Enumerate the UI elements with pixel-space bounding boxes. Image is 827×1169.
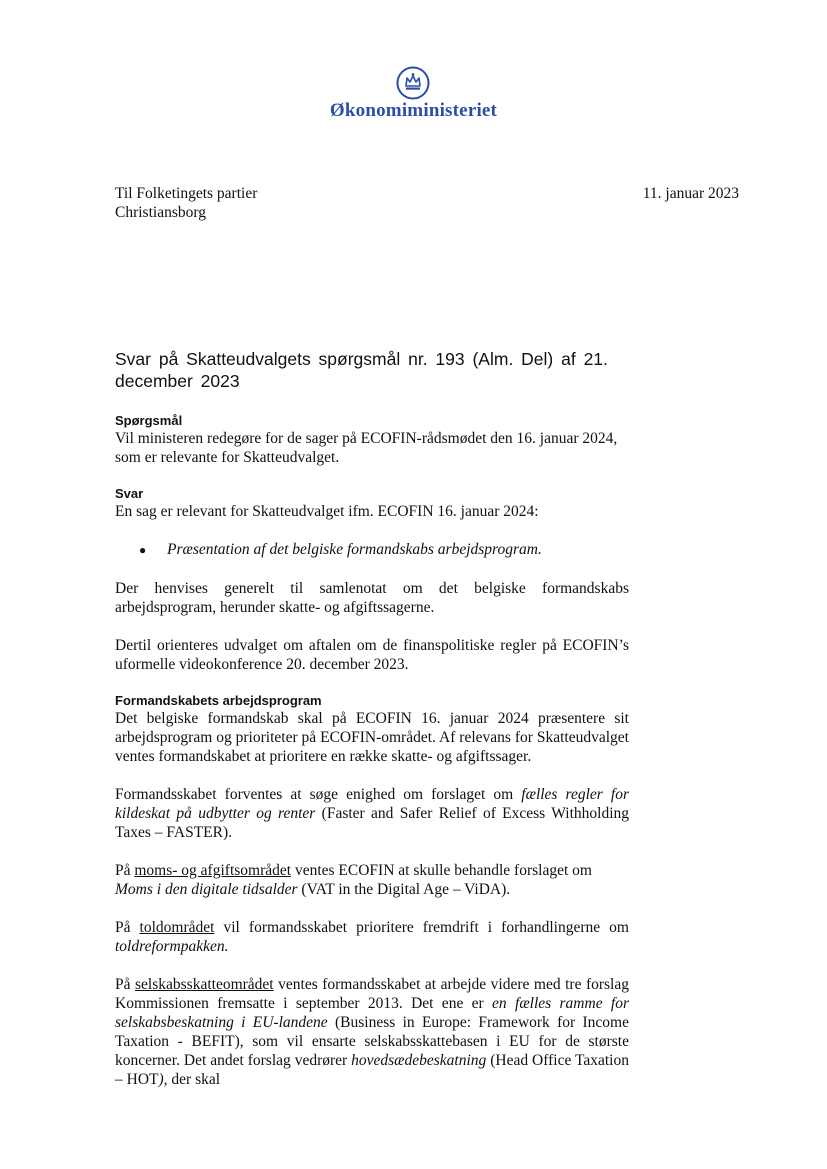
answer-paragraph-2: Dertil orienteres udvalget om aftalen om de finanspolitiske regler på ECOFIN’s uformelle videokonference 20. december 2023.: [115, 637, 629, 673]
bullet-icon: ●: [139, 543, 147, 557]
ministry-logo-text: Økonomiministeriet: [329, 100, 498, 121]
question-text: Vil ministeren redegøre for de sager på ECOFIN-rådsmødet den 16. januar 2024, som er relevante for Skatteudvalget.: [115, 430, 618, 466]
program-paragraph-1: Det belgiske formandskab skal på ECOFIN 16. januar 2024 præsentere sit arbejdsprogram og prioriteter på ECOFIN-området. Af relevans for Skatteudvalget ventes formandskabet at prioritere en række skatte- og afgiftssager.: [115, 710, 629, 765]
recipient-address: [115, 184, 257, 222]
bullet-text: Præsentation af det belgiske formandskabs arbejdsprogram.: [167, 541, 542, 558]
recipient-line-1: Til Folketingets partier: [115, 185, 258, 202]
answer-intro: En sag er relevant for Skatteudvalget ifm. ECOFIN 16. januar 2024:: [115, 503, 539, 520]
program-paragraph-2: Formandsskabet forventes at søge enighed om forslaget om fælles regler for kildeskat på udbytter og renter (Faster and Safer Relief of Excess Withholding Taxes – FASTER).: [115, 786, 629, 841]
program-paragraph-5: På selskabsskatteområdet ventes formandsskabet at arbejde videre med tre forslag Kommissionen fremsatte i september 2013. Det ene er en fælles ramme for selskabsbeskatning i EU-landene (Business in Europe: Framework for Income Taxation - BEFIT), som vil ensarte selskabsskattebasen i EU for de største koncerner. Det andet forslag vedrører hovedsædebeskatning (Head Office Taxation – HOT), der skal: [115, 976, 629, 1088]
document-title: Svar på Skatteudvalgets spørgsmål nr. 193 (Alm. Del) af 21. december 2023: [115, 349, 608, 391]
answer-paragraph-1: Der henvises generelt til samlenotat om det belgiske formandskabs arbejdsprogram, herunder skatte- og afgiftssagerne.: [115, 580, 629, 616]
recipient-line-2: Christiansborg: [115, 204, 206, 221]
list-item: [115, 540, 629, 560]
crown-emblem-icon: [396, 66, 430, 100]
document-body: [115, 413, 629, 1089]
program-paragraph-3: På moms- og afgiftsområdet ventes ECOFIN at skulle behandle forslaget om Moms i den digitale tidsalder (VAT in the Digital Age – ViDA).: [115, 862, 592, 898]
letter-date: 11. januar 2023: [642, 185, 739, 202]
program-paragraph-4: På toldområdet vil formandsskabet prioritere fremdrift i forhandlingerne om toldreformpakken.: [115, 919, 629, 955]
answer-heading: Svar: [115, 486, 144, 501]
program-heading: Formandskabets arbejdsprogram: [115, 693, 322, 708]
question-heading: Spørgsmål: [115, 413, 183, 428]
